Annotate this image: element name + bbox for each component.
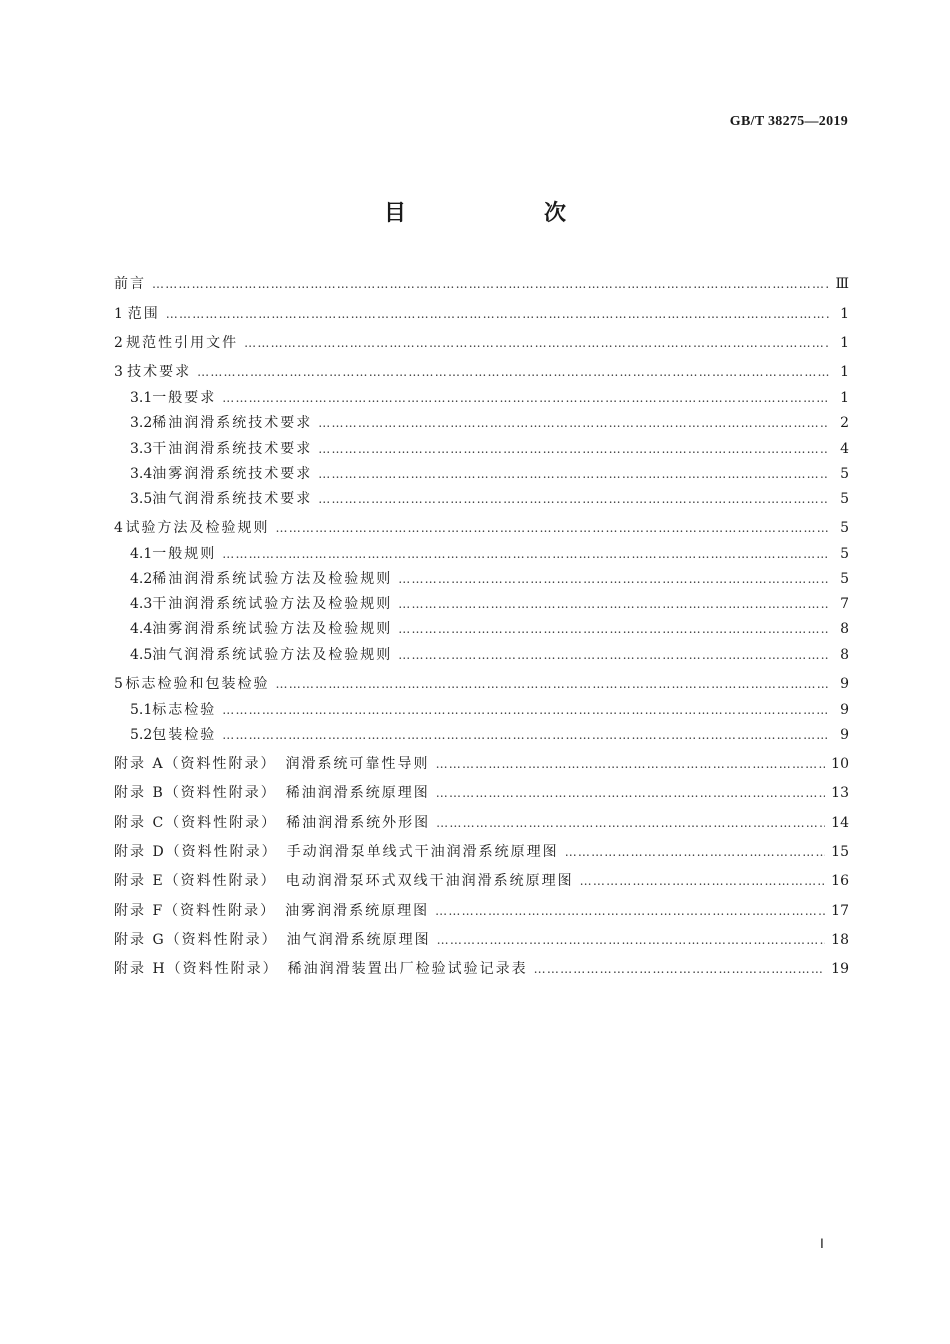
table-of-contents [114, 273, 849, 987]
toc-entry-3[interactable] [114, 361, 849, 390]
toc-entry-number: 4.3 [130, 596, 153, 613]
toc-entry-4-2[interactable] [114, 568, 849, 593]
toc-entry-annex-e[interactable] [114, 870, 849, 899]
toc-entry-label: 油气润滑系统试验方法及检验规则 [152, 646, 393, 663]
toc-entry-number: 3 [114, 364, 123, 381]
toc-entry-label: 一般规则 [152, 546, 217, 563]
toc-entry-3-5[interactable] [114, 488, 849, 513]
leader-dots [398, 572, 829, 586]
toc-entry-annex-c[interactable] [114, 812, 849, 841]
leader-dots [398, 622, 829, 636]
toc-entry-page: 9 [840, 727, 849, 744]
toc-entry-page: 5 [840, 490, 849, 507]
leader-dots [222, 703, 829, 717]
toc-entry-page: 9 [840, 675, 849, 692]
toc-entry-3-3[interactable] [114, 438, 849, 463]
toc-entry-page: 17 [831, 902, 849, 919]
toc-entry-label: 附录 H（资料性附录） 稀油润滑装置出厂检验试验记录表 [114, 961, 528, 978]
toc-entry-4-4[interactable] [114, 618, 849, 643]
toc-entry-label: 规范性引用文件 [126, 334, 239, 351]
toc-entry-5-1[interactable] [114, 699, 849, 724]
toc-entry-label: 干油润滑系统技术要求 [152, 440, 313, 457]
toc-entry-4[interactable] [114, 517, 849, 546]
leader-dots [197, 365, 829, 379]
toc-entry-page: 5 [840, 465, 849, 482]
toc-entry-page: 5 [840, 546, 849, 563]
toc-entry-4-1[interactable] [114, 543, 849, 568]
toc-entry-annex-g[interactable] [114, 929, 849, 958]
toc-entry-page: 14 [831, 814, 849, 831]
leader-dots [152, 277, 829, 291]
leader-dots [276, 677, 829, 691]
footer-page-number: Ⅰ [820, 1236, 824, 1251]
toc-entry-5-2[interactable] [114, 724, 849, 749]
toc-entry-page: Ⅲ [835, 276, 849, 292]
toc-entry-label: 油雾润滑系统技术要求 [152, 465, 313, 482]
leader-dots [398, 648, 829, 662]
toc-entry-annex-f[interactable] [114, 900, 849, 929]
toc-entry-page: 2 [840, 415, 849, 432]
toc-entry-number: 5.2 [130, 727, 153, 744]
toc-entry-number: 2 [114, 334, 123, 351]
leader-dots [318, 442, 829, 456]
page-title: 目 次 [383, 200, 624, 226]
toc-entry-page: 5 [840, 519, 849, 536]
leader-dots [222, 728, 829, 742]
toc-entry-label: 油气润滑系统技术要求 [152, 490, 313, 507]
toc-entry-annex-d[interactable] [114, 841, 849, 870]
leader-dots [166, 307, 829, 321]
toc-entry-label: 标志检验 [152, 701, 217, 718]
toc-entry-4-5[interactable] [114, 644, 849, 669]
toc-entry-page: 1 [840, 364, 849, 381]
toc-entry-5[interactable] [114, 673, 849, 702]
toc-entry-page: 4 [840, 440, 849, 457]
toc-entry-3-2[interactable] [114, 412, 849, 437]
toc-entry-annex-h[interactable] [114, 958, 849, 987]
toc-entry-page: 19 [831, 961, 849, 978]
toc-entry-page: 8 [840, 621, 849, 638]
toc-entry-label: 试验方法及检验规则 [125, 519, 270, 536]
leader-dots [534, 962, 826, 976]
toc-entry-number: 3.2 [130, 415, 153, 432]
toc-entry-label: 附录 F（资料性附录） 油雾润滑系统原理图 [114, 902, 430, 919]
toc-entry-2[interactable] [114, 332, 849, 361]
toc-entry-3-4[interactable] [114, 463, 849, 488]
toc-entry-annex-b[interactable] [114, 782, 849, 811]
toc-entry-1[interactable] [114, 303, 849, 332]
toc-entry-label: 稀油润滑系统技术要求 [152, 415, 313, 432]
toc-entry-page: 10 [831, 756, 849, 773]
leader-dots [398, 597, 829, 611]
toc-entry-label: 标志检验和包装检验 [125, 675, 270, 692]
toc-entry-page: 15 [831, 844, 849, 860]
toc-entry-label: 附录 B（资料性附录） 稀油润滑系统原理图 [114, 785, 430, 802]
leader-dots [244, 336, 829, 350]
leader-dots [318, 492, 829, 506]
toc-entry-label: 前言 [114, 276, 146, 292]
toc-entry-label: 附录 E（资料性附录） 电动润滑泵环式双线干油润滑系统原理图 [114, 873, 574, 890]
toc-entry-4-3[interactable] [114, 593, 849, 618]
toc-entry-label: 技术要求 [127, 364, 192, 381]
toc-entry-label: 附录 C（资料性附录） 稀油润滑系统外形图 [114, 814, 431, 831]
toc-entry-number: 4 [114, 519, 123, 536]
toc-entry-label: 稀油润滑系统试验方法及检验规则 [152, 571, 393, 588]
toc-entry-label: 一般要求 [152, 390, 217, 407]
toc-entry-label: 干油润滑系统试验方法及检验规则 [152, 596, 393, 613]
toc-entry-page: 7 [840, 596, 849, 613]
toc-entry-page: 1 [840, 334, 849, 351]
toc-entry-number: 5 [114, 675, 123, 692]
toc-entry-page: 8 [840, 646, 849, 663]
leader-dots [580, 874, 826, 888]
toc-entry-number: 3.3 [130, 440, 153, 457]
toc-entry-foreword[interactable] [114, 273, 849, 303]
leader-dots [318, 467, 829, 481]
leader-dots [436, 757, 826, 771]
toc-entry-number: 4.1 [130, 546, 153, 563]
toc-entry-page: 9 [840, 701, 849, 718]
leader-dots [318, 416, 829, 430]
toc-entry-label: 附录 D（资料性附录） 手动润滑泵单线式干油润滑系统原理图 [114, 844, 559, 860]
toc-entry-number: 3.4 [130, 465, 153, 482]
toc-entry-label: 包装检验 [152, 727, 217, 744]
toc-entry-annex-a[interactable] [114, 753, 849, 782]
leader-dots [436, 786, 825, 800]
toc-entry-page: 18 [831, 931, 849, 948]
toc-entry-number: 4.5 [130, 646, 153, 663]
leader-dots [222, 547, 829, 561]
toc-entry-label: 附录 A（资料性附录） 润滑系统可靠性导则 [114, 756, 430, 773]
toc-entry-number: 1 [114, 305, 123, 322]
toc-entry-number: 4.2 [130, 571, 153, 588]
leader-dots [435, 904, 825, 918]
toc-entry-number: 5.1 [130, 701, 153, 718]
toc-entry-number: 4.4 [130, 621, 153, 638]
leader-dots [276, 521, 829, 535]
toc-entry-page: 1 [840, 305, 849, 322]
toc-entry-3-1[interactable] [114, 387, 849, 412]
leader-dots [436, 816, 825, 830]
toc-entry-number: 3.1 [130, 390, 153, 407]
leader-dots [222, 391, 829, 405]
leader-dots [437, 933, 826, 947]
toc-entry-number: 3.5 [130, 490, 153, 507]
toc-entry-page: 5 [840, 571, 849, 588]
standard-number: GB/T 38275—2019 [729, 114, 848, 129]
toc-entry-page: 1 [840, 390, 849, 407]
toc-entry-page: 13 [831, 785, 849, 802]
leader-dots [565, 845, 825, 859]
toc-entry-page: 16 [831, 873, 849, 890]
toc-entry-label: 范围 [127, 305, 160, 322]
toc-entry-label: 油雾润滑系统试验方法及检验规则 [152, 621, 393, 638]
toc-entry-label: 附录 G（资料性附录） 油气润滑系统原理图 [114, 931, 431, 948]
